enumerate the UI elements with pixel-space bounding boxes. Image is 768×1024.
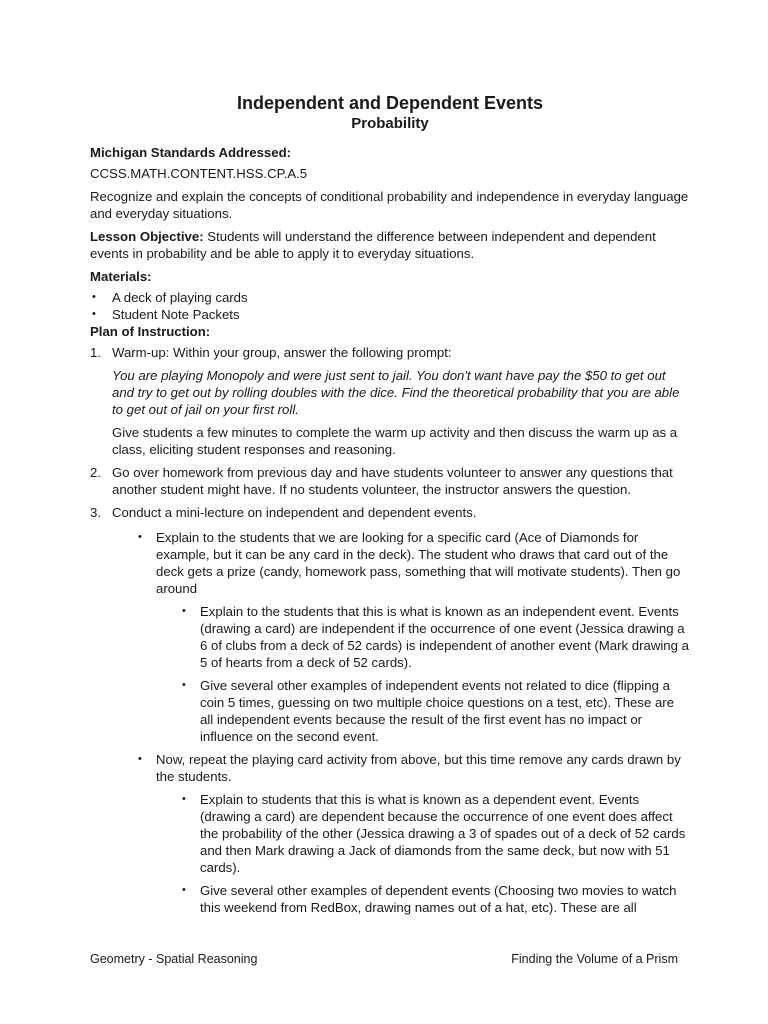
plan-heading: Plan of Instruction: bbox=[90, 324, 211, 339]
plan-step-2 bbox=[90, 464, 690, 498]
step-number: 1. bbox=[90, 345, 101, 360]
page-footer bbox=[90, 952, 678, 966]
list-item: • A deck of playing cards bbox=[90, 289, 690, 306]
step-number: 3. bbox=[90, 505, 101, 520]
list-item: • Student Note Packets bbox=[90, 306, 690, 323]
list-item: • Explain to the students that this is what is known as an independent event. Events (drawing a card) are independent if the occurrence of one event (Jessica drawing a 6 of clubs from a deck of 52 cards) is independent of another event (Mark drawing a 5 of hearts from a deck of 52 cards). bbox=[178, 603, 690, 671]
footer-left: Geometry - Spatial Reasoning bbox=[90, 952, 258, 966]
footer-right: Finding the Volume of a Prism bbox=[511, 952, 678, 966]
objective-paragraph bbox=[90, 228, 690, 262]
objective-label: Lesson Objective: bbox=[90, 229, 204, 244]
step-text: Conduct a mini-lecture on independent and dependent events. bbox=[112, 505, 477, 520]
plan-step-1 bbox=[90, 344, 690, 458]
plan-step-3 bbox=[90, 504, 690, 916]
step-number: 2. bbox=[90, 465, 101, 480]
page-title: Independent and Dependent Events bbox=[236, 93, 544, 113]
list-item: • Give several other examples of independent events not related to dice (flipping a coin 5 times, guessing on two multiple choice questions on a test, etc). These are all independent events because the result of the first event has no impact or influence on the second event. bbox=[178, 677, 690, 745]
page-subtitle: Probability bbox=[351, 115, 429, 132]
standards-text: Recognize and explain the concepts of conditional probability and independence in everyday language and everyday situations. bbox=[90, 189, 689, 221]
list-item: • Explain to students that this is what is known as a dependent event. Events (drawing a card) are dependent because the occurrence of one event does affect the probability of the other (Jessica drawing a 3 of spades out of a deck of 52 cards and then Mark drawing a Jack of diamonds from the same deck, but now with 51 cards). bbox=[178, 791, 690, 876]
warmup-prompt: You are playing Monopoly and were just sent to jail. You don't want have pay the $50 to get out and try to get out by rolling doubles with the dice. Find the theoretical probability that you are able to get out of jail on your first roll. bbox=[112, 368, 680, 417]
sub-list bbox=[134, 529, 690, 916]
standards-code: CCSS.MATH.CONTENT.HSS.CP.A.5 bbox=[90, 166, 308, 181]
warmup-followup: Give students a few minutes to complete the warm up activity and then discuss the warm up as a class, eliciting student responses and reasoning. bbox=[112, 425, 678, 457]
step-text: Warm-up: Within your group, answer the following prompt: bbox=[112, 345, 452, 360]
materials-heading: Materials: bbox=[90, 269, 152, 284]
list-item bbox=[134, 529, 690, 745]
standards-heading: Michigan Standards Addressed: bbox=[90, 145, 292, 160]
list-item bbox=[134, 751, 690, 916]
bullet-text: Explain to the students that we are looking for a specific card (Ace of Diamonds for example, but it can be any card in the deck). The student who draws that card out of the deck gets a prize (candy, homework pass, something that will motivate students). Then go around bbox=[156, 530, 681, 596]
sub-sub-list bbox=[178, 791, 690, 916]
list-item: • Give several other examples of dependent events (Choosing two movies to watch this weekend from RedBox, drawing names out of a hat, etc). These are all bbox=[178, 882, 690, 916]
sub-sub-list bbox=[178, 603, 690, 745]
step-text: Go over homework from previous day and have students volunteer to answer any questions that another student might have. If no students volunteer, the instructor answers the question. bbox=[112, 465, 673, 497]
bullet-text: Now, repeat the playing card activity from above, but this time remove any cards drawn by the students. bbox=[156, 752, 681, 784]
document-page bbox=[90, 92, 690, 922]
objective-text: Students will understand the difference between independent and dependent events in probability and be able to apply it to everyday situations. bbox=[90, 229, 656, 261]
materials-list bbox=[90, 289, 690, 323]
